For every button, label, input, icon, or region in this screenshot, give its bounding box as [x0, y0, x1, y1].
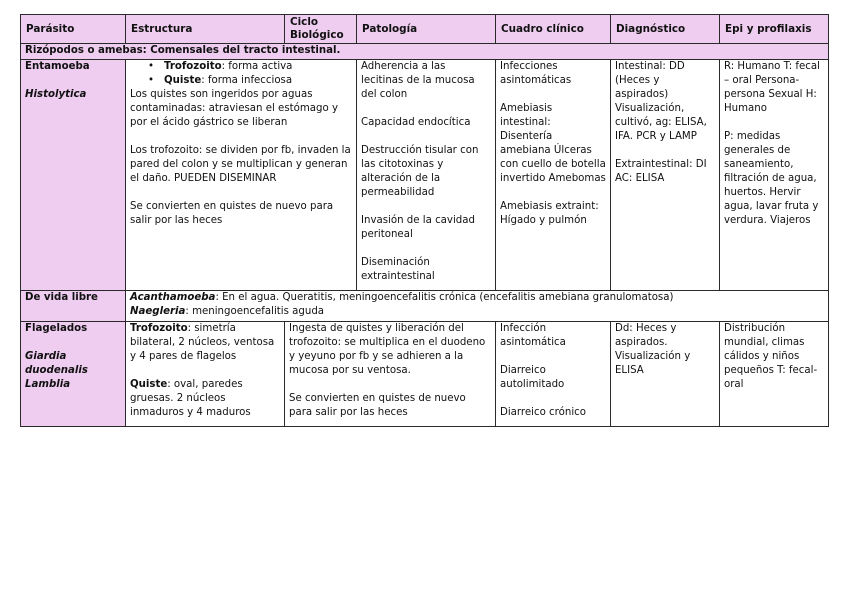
ciclo-paragraph: Se convierten en quistes de nuevo para salir por las heces: [289, 393, 466, 418]
diagnostico-item: Extraintestinal: DI AC: ELISA: [615, 159, 707, 184]
header-cuadro: Cuadro clínico: [496, 15, 611, 44]
cell-diagnostico-flagelados: Dd: Heces y aspirados. Visualización y ELISA: [611, 322, 720, 427]
quiste-label: Quiste: [130, 379, 168, 390]
header-epi: Epi y profilaxis: [720, 15, 829, 44]
cell-vida-libre-label: De vida libre: [21, 291, 126, 322]
header-parasito: Parásito: [21, 15, 126, 44]
document-page: [20, 14, 828, 427]
quiste-text: : forma infecciosa: [201, 75, 293, 86]
trofozoito-text: : simetría bilateral, 2 núcleos, ventosa y 4 pares de flagelos: [130, 323, 275, 362]
patologia-item: Diseminación extraintestinal: [361, 257, 435, 282]
header-ciclo: [285, 15, 357, 44]
vida-libre-line: [130, 305, 824, 319]
ciclo-paragraph: Ingesta de quistes y liberación del trofozoito: se multiplica en el duodeno y yeyuno por fb y se adhieren a la mucosa por su ventosa.: [289, 323, 486, 376]
cuadro-item: Diarreico crónico: [500, 407, 586, 418]
table-row-vida-libre: [21, 291, 829, 322]
cell-cuadro-entamoeba: [496, 60, 611, 291]
quiste-text: : oval, paredes gruesas. 2 núcleos inmaduros y 4 maduros: [130, 379, 251, 418]
parasite-species: Lamblia: [25, 379, 71, 390]
parasite-name: Flagelados: [25, 323, 88, 334]
header-row: [21, 15, 829, 44]
patologia-item: Destrucción tisular con las citotoxinas y alteración de la permeabilidad: [361, 145, 479, 198]
cuadro-item: Amebiasis extraint: Hígado y pulmón: [500, 201, 599, 226]
cell-patologia-entamoeba: [357, 60, 496, 291]
section-row: [21, 44, 829, 60]
acanthamoeba-name: Acanthamoeba: [130, 292, 216, 303]
cell-epi-entamoeba: [720, 60, 829, 291]
cell-estructura-ciclo-entamoeba: [126, 60, 357, 291]
naegleria-text: : meningoencefalitis aguda: [185, 306, 325, 317]
section-title: Rizópodos o amebas: Comensales del tracto intestinal.: [21, 44, 829, 60]
header-diagnostico: Diagnóstico: [611, 15, 720, 44]
quiste-description: [130, 378, 280, 420]
epi-item: R: Humano T: fecal – oral Persona- persona Sexual H: Humano: [724, 61, 820, 114]
trofozoito-description: [130, 322, 280, 364]
cell-cuadro-flagelados: [496, 322, 611, 427]
patologia-item: Adherencia a las lecitinas de la mucosa del colon: [361, 61, 475, 100]
quiste-label: Quiste: [164, 75, 202, 86]
cuadro-item: Amebiasis intestinal: Disentería amebiana Úlceras con cuello de botella invertido Amebomas: [500, 103, 606, 184]
naegleria-name: Naegleria: [130, 306, 186, 317]
cell-estructura-flagelados: [126, 322, 285, 427]
trofozoito-text: : forma activa: [221, 61, 293, 72]
epi-item: P: medidas generales de saneamiento, filtración de agua, huertos. Hervir agua, lavar fruta y verdura. Viajeros: [724, 131, 819, 226]
cell-diagnostico-entamoeba: [611, 60, 720, 291]
acanthamoeba-text: : En el agua. Queratitis, meningoencefalitis crónica (encefalitis amebiana granulomatosa): [215, 292, 674, 303]
cell-parasito-flagelados: [21, 322, 126, 427]
cuadro-item: Diarreico autolimitado: [500, 365, 565, 390]
header-patologia: Patología: [357, 15, 496, 44]
patologia-item: Invasión de la cavidad peritoneal: [361, 215, 475, 240]
parasite-species: Giardia: [25, 351, 67, 362]
cell-parasito-entamoeba: [21, 60, 126, 291]
list-item-trofozoito: [164, 60, 352, 74]
list-item-quiste: [164, 74, 352, 88]
header-ciclo-line2: Biológico: [290, 29, 344, 41]
cell-ciclo-flagelados: [285, 322, 496, 427]
parasite-species: duodenalis: [25, 365, 88, 376]
cell-vida-libre-content: [126, 291, 829, 322]
estructura-paragraph: Los quistes son ingeridos por aguas contaminadas: atraviesan el estómago y por el ácido gástrico se liberan: [130, 89, 338, 128]
estructura-paragraph: Se convierten en quistes de nuevo para salir por las heces: [130, 201, 334, 226]
parasite-table: [20, 14, 829, 427]
table-row-entamoeba: [21, 60, 829, 291]
header-ciclo-line1: Ciclo: [290, 16, 319, 28]
header-estructura: Estructura: [126, 15, 285, 44]
cuadro-item: Infección asintomática: [500, 323, 566, 348]
patologia-item: Capacidad endocítica: [361, 117, 471, 128]
cell-epi-flagelados: Distribución mundial, climas cálidos y niños pequeños T: fecal- oral: [720, 322, 829, 427]
structure-list: [130, 60, 352, 88]
parasite-name: Entamoeba: [25, 61, 90, 72]
estructura-paragraph: Los trofozoito: se dividen por fb, invaden la pared del colon y se multiplican y generan el daño. PUEDEN DISEMINAR: [130, 145, 351, 184]
diagnostico-item: Intestinal: DD (Heces y aspirados) Visualización, cultivó, ag: ELISA, IFA. PCR y LAMP: [615, 61, 707, 142]
table-row-flagelados: [21, 322, 829, 427]
parasite-species: Histolytica: [25, 89, 87, 100]
trofozoito-label: Trofozoito: [164, 61, 222, 72]
trofozoito-label: Trofozoito: [130, 323, 188, 334]
cuadro-item: Infecciones asintomáticas: [500, 61, 572, 86]
vida-libre-line: [130, 291, 824, 305]
